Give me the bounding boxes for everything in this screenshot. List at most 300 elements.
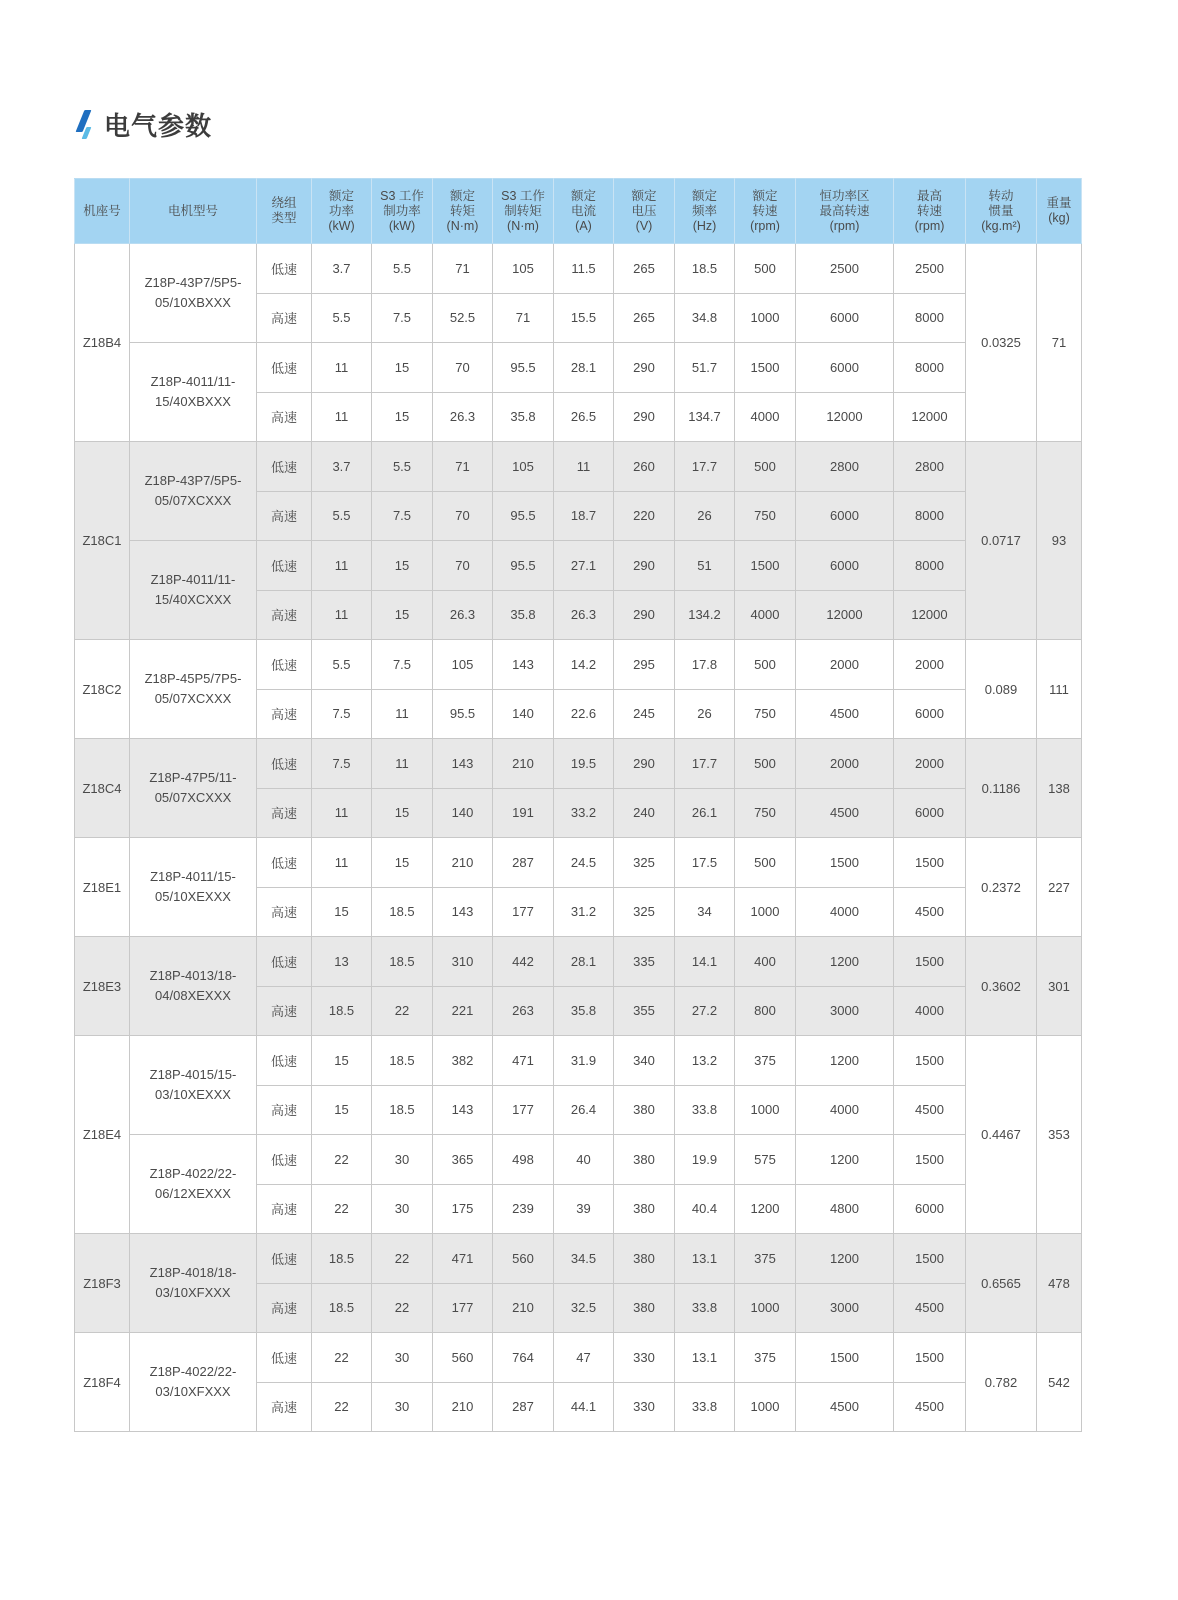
cell-s3-power: 15 [372, 788, 433, 838]
cell-rated-speed: 750 [735, 788, 796, 838]
cell-rated-current: 26.3 [554, 590, 614, 640]
header-line: (A) [575, 218, 592, 233]
cell-motor-model [130, 442, 257, 541]
cell-s3-torque: 191 [493, 788, 554, 838]
cell-s3-power: 15 [372, 392, 433, 442]
cell-rated-frequency: 134.7 [675, 392, 735, 442]
model-line: Z18P-4018/18- [149, 1265, 237, 1280]
cell-const-power-max-speed: 2000 [796, 739, 894, 789]
cell-max-speed: 2800 [894, 442, 966, 492]
cell-frame-no: Z18E3 [75, 937, 130, 1036]
cell-motor-model [130, 244, 257, 343]
cell-rated-power: 11 [312, 788, 372, 838]
cell-rated-speed: 500 [735, 244, 796, 294]
cell-rated-voltage: 380 [614, 1184, 675, 1234]
cell-rated-speed: 500 [735, 640, 796, 690]
frame-group [75, 1333, 1082, 1432]
header-line: (Hz) [692, 218, 717, 233]
cell-winding-type: 低速 [257, 1333, 312, 1383]
cell-s3-power: 7.5 [372, 640, 433, 690]
section-marker-icon [74, 108, 96, 140]
model-line: Z18P-4011/11- [150, 572, 236, 587]
cell-max-speed: 2500 [894, 244, 966, 294]
cell-rated-current: 31.2 [554, 887, 614, 937]
cell-frame-no: Z18F4 [75, 1333, 130, 1432]
table-row [75, 1333, 1082, 1383]
header-line: 转速 [916, 203, 942, 218]
header-line: (N·m) [507, 218, 539, 233]
cell-winding-type: 低速 [257, 442, 312, 492]
cell-rated-frequency: 17.5 [675, 838, 735, 888]
cell-rated-torque: 70 [433, 541, 493, 591]
cell-rated-frequency: 34.8 [675, 293, 735, 343]
cell-rated-power: 5.5 [312, 491, 372, 541]
header-line: 额定 [691, 188, 717, 203]
cell-rated-speed: 1500 [735, 343, 796, 393]
cell-rotor-inertia: 0.0325 [966, 244, 1037, 442]
header-line: (kg) [1048, 211, 1070, 225]
cell-rated-frequency: 34 [675, 887, 735, 937]
cell-rated-power: 11 [312, 343, 372, 393]
cell-rated-frequency: 19.9 [675, 1135, 735, 1185]
cell-weight: 138 [1037, 739, 1082, 838]
cell-s3-torque: 764 [493, 1333, 554, 1383]
header-rated-speed [735, 179, 796, 244]
cell-frame-no: Z18C1 [75, 442, 130, 640]
cell-rated-frequency: 27.2 [675, 986, 735, 1036]
cell-rated-voltage: 325 [614, 838, 675, 888]
cell-winding-type: 高速 [257, 1085, 312, 1135]
cell-winding-type: 高速 [257, 1382, 312, 1432]
cell-rated-power: 18.5 [312, 1283, 372, 1333]
cell-frame-no: Z18C2 [75, 640, 130, 739]
cell-s3-power: 11 [372, 689, 433, 739]
model-line: 03/10XFXXX [155, 1384, 231, 1399]
cell-rated-voltage: 325 [614, 887, 675, 937]
cell-const-power-max-speed: 12000 [796, 392, 894, 442]
cell-rated-power: 5.5 [312, 640, 372, 690]
cell-rated-torque: 70 [433, 491, 493, 541]
cell-s3-torque: 498 [493, 1135, 554, 1185]
cell-rated-power: 7.5 [312, 739, 372, 789]
cell-s3-torque: 210 [493, 1283, 554, 1333]
header-frame-no [75, 179, 130, 244]
cell-s3-power: 18.5 [372, 1036, 433, 1086]
cell-const-power-max-speed: 12000 [796, 590, 894, 640]
table-row [75, 1036, 1082, 1086]
cell-rated-speed: 1000 [735, 887, 796, 937]
header-line: 转速 [752, 203, 778, 218]
cell-rated-speed: 500 [735, 442, 796, 492]
cell-const-power-max-speed: 2000 [796, 640, 894, 690]
cell-rated-current: 28.1 [554, 937, 614, 987]
header-rotor-inertia [966, 179, 1037, 244]
cell-s3-power: 22 [372, 1234, 433, 1284]
cell-rated-current: 26.5 [554, 392, 614, 442]
cell-rated-frequency: 13.1 [675, 1234, 735, 1284]
cell-rated-torque: 471 [433, 1234, 493, 1284]
model-line: Z18P-47P5/11- [149, 770, 237, 785]
header-line: (rpm) [914, 218, 945, 233]
cell-max-speed: 1500 [894, 1333, 966, 1383]
cell-rated-torque: 140 [433, 788, 493, 838]
cell-winding-type: 低速 [257, 739, 312, 789]
cell-rated-frequency: 18.5 [675, 244, 735, 294]
cell-rated-power: 11 [312, 838, 372, 888]
cell-winding-type: 高速 [257, 689, 312, 739]
cell-rated-frequency: 33.8 [675, 1085, 735, 1135]
cell-const-power-max-speed: 4500 [796, 689, 894, 739]
cell-rated-voltage: 265 [614, 293, 675, 343]
cell-rated-speed: 500 [735, 739, 796, 789]
cell-s3-torque: 71 [493, 293, 554, 343]
cell-s3-torque: 560 [493, 1234, 554, 1284]
cell-weight: 353 [1037, 1036, 1082, 1234]
cell-winding-type: 低速 [257, 343, 312, 393]
cell-weight: 478 [1037, 1234, 1082, 1333]
cell-rated-voltage: 290 [614, 739, 675, 789]
cell-rated-speed: 750 [735, 689, 796, 739]
cell-max-speed: 1500 [894, 1234, 966, 1284]
cell-rated-frequency: 134.2 [675, 590, 735, 640]
page-title: 电气参数 [104, 111, 213, 142]
cell-rated-frequency: 26 [675, 491, 735, 541]
header-row [75, 179, 1082, 244]
cell-rated-frequency: 14.1 [675, 937, 735, 987]
table-row [75, 541, 1082, 591]
cell-rated-current: 15.5 [554, 293, 614, 343]
cell-winding-type: 高速 [257, 986, 312, 1036]
cell-max-speed: 8000 [894, 541, 966, 591]
cell-rated-voltage: 240 [614, 788, 675, 838]
cell-s3-power: 15 [372, 838, 433, 888]
cell-weight: 301 [1037, 937, 1082, 1036]
cell-rated-power: 15 [312, 1085, 372, 1135]
cell-max-speed: 8000 [894, 293, 966, 343]
model-line: 03/10XEXXX [155, 1087, 231, 1102]
cell-s3-torque: 239 [493, 1184, 554, 1234]
cell-s3-power: 7.5 [372, 491, 433, 541]
model-line: 05/10XEXXX [155, 889, 231, 904]
table-row [75, 640, 1082, 690]
cell-s3-torque: 95.5 [493, 541, 554, 591]
cell-max-speed: 4500 [894, 1382, 966, 1432]
header-winding-type [257, 179, 312, 244]
cell-motor-model [130, 640, 257, 739]
cell-rated-torque: 310 [433, 937, 493, 987]
cell-rated-current: 18.7 [554, 491, 614, 541]
cell-motor-model [130, 838, 257, 937]
header-line: 额定 [328, 188, 354, 203]
header-line: 机座号 [83, 203, 121, 218]
header-line: (kW) [388, 218, 416, 233]
cell-max-speed: 8000 [894, 491, 966, 541]
cell-winding-type: 高速 [257, 590, 312, 640]
cell-s3-power: 15 [372, 590, 433, 640]
cell-rated-voltage: 220 [614, 491, 675, 541]
cell-rated-voltage: 290 [614, 343, 675, 393]
model-line: Z18P-4022/22- [149, 1166, 237, 1181]
cell-max-speed: 2000 [894, 640, 966, 690]
cell-rated-current: 39 [554, 1184, 614, 1234]
cell-rated-power: 22 [312, 1135, 372, 1185]
model-line: Z18P-4011/15- [150, 869, 236, 884]
model-line: Z18P-45P5/7P5- [144, 671, 242, 686]
header-weight [1037, 179, 1082, 244]
cell-max-speed: 12000 [894, 392, 966, 442]
cell-rated-speed: 750 [735, 491, 796, 541]
cell-winding-type: 高速 [257, 788, 312, 838]
cell-rated-frequency: 17.7 [675, 739, 735, 789]
cell-s3-power: 5.5 [372, 244, 433, 294]
cell-s3-power: 30 [372, 1333, 433, 1383]
cell-frame-no: Z18E1 [75, 838, 130, 937]
cell-rated-torque: 560 [433, 1333, 493, 1383]
header-const-power-max-speed [796, 179, 894, 244]
cell-rated-torque: 210 [433, 1382, 493, 1432]
cell-weight: 542 [1037, 1333, 1082, 1432]
cell-rated-speed: 1000 [735, 1382, 796, 1432]
header-line: 电流 [570, 203, 596, 218]
cell-max-speed: 1500 [894, 937, 966, 987]
header-line: 额定 [631, 188, 657, 203]
cell-rated-frequency: 51.7 [675, 343, 735, 393]
cell-rated-voltage: 295 [614, 640, 675, 690]
cell-winding-type: 高速 [257, 1283, 312, 1333]
frame-group [75, 640, 1082, 739]
cell-rated-current: 19.5 [554, 739, 614, 789]
cell-const-power-max-speed: 1500 [796, 838, 894, 888]
cell-s3-torque: 35.8 [493, 392, 554, 442]
cell-rated-torque: 210 [433, 838, 493, 888]
cell-rated-torque: 105 [433, 640, 493, 690]
model-line: Z18P-43P7/5P5- [144, 473, 242, 488]
cell-rated-frequency: 17.7 [675, 442, 735, 492]
frame-group [75, 1234, 1082, 1333]
cell-rated-current: 33.2 [554, 788, 614, 838]
cell-rated-voltage: 330 [614, 1333, 675, 1383]
cell-rated-torque: 143 [433, 1085, 493, 1135]
cell-rotor-inertia: 0.3602 [966, 937, 1037, 1036]
header-rated-frequency [675, 179, 735, 244]
cell-winding-type: 低速 [257, 1234, 312, 1284]
header-line: 额定 [752, 188, 778, 203]
cell-rated-current: 40 [554, 1135, 614, 1185]
model-line: Z18P-4013/18- [149, 968, 237, 983]
model-line: 06/12XEXXX [155, 1186, 231, 1201]
table-row [75, 343, 1082, 393]
table-row [75, 739, 1082, 789]
frame-group [75, 442, 1082, 640]
cell-motor-model [130, 937, 257, 1036]
cell-s3-power: 22 [372, 986, 433, 1036]
cell-max-speed: 1500 [894, 838, 966, 888]
cell-frame-no: Z18C4 [75, 739, 130, 838]
cell-s3-power: 15 [372, 541, 433, 591]
cell-motor-model [130, 1333, 257, 1432]
cell-rated-power: 5.5 [312, 293, 372, 343]
frame-group [75, 937, 1082, 1036]
table-row [75, 1234, 1082, 1284]
cell-rotor-inertia: 0.4467 [966, 1036, 1037, 1234]
cell-s3-torque: 95.5 [493, 343, 554, 393]
model-line: Z18P-4015/15- [149, 1067, 237, 1082]
cell-rated-power: 3.7 [312, 442, 372, 492]
cell-rated-current: 32.5 [554, 1283, 614, 1333]
cell-const-power-max-speed: 2800 [796, 442, 894, 492]
cell-const-power-max-speed: 1200 [796, 1234, 894, 1284]
cell-s3-torque: 95.5 [493, 491, 554, 541]
cell-rated-power: 22 [312, 1333, 372, 1383]
cell-rotor-inertia: 0.0717 [966, 442, 1037, 640]
cell-rated-power: 11 [312, 541, 372, 591]
cell-rated-current: 14.2 [554, 640, 614, 690]
cell-rated-frequency: 17.8 [675, 640, 735, 690]
cell-winding-type: 高速 [257, 1184, 312, 1234]
frame-group [75, 838, 1082, 937]
header-line: (N·m) [446, 218, 479, 233]
cell-max-speed: 1500 [894, 1036, 966, 1086]
cell-const-power-max-speed: 4000 [796, 1085, 894, 1135]
cell-rated-torque: 71 [433, 244, 493, 294]
cell-rated-speed: 575 [735, 1135, 796, 1185]
cell-winding-type: 高速 [257, 491, 312, 541]
cell-max-speed: 4500 [894, 1085, 966, 1135]
header-line: 类型 [271, 211, 297, 225]
cell-rated-power: 18.5 [312, 1234, 372, 1284]
cell-s3-power: 18.5 [372, 887, 433, 937]
header-line: (rpm) [829, 218, 860, 233]
header-line: (rpm) [750, 218, 780, 233]
header-max-speed [894, 179, 966, 244]
cell-rated-voltage: 290 [614, 541, 675, 591]
model-line: 15/40XCXXX [154, 592, 232, 607]
cell-rated-voltage: 330 [614, 1382, 675, 1432]
header-s3-torque [493, 179, 554, 244]
cell-rated-frequency: 33.8 [675, 1283, 735, 1333]
cell-max-speed: 4500 [894, 1283, 966, 1333]
model-line: 03/10XFXXX [155, 1285, 231, 1300]
cell-rated-speed: 375 [735, 1234, 796, 1284]
header-rated-current [554, 179, 614, 244]
cell-s3-torque: 177 [493, 887, 554, 937]
frame-group [75, 739, 1082, 838]
cell-motor-model [130, 739, 257, 838]
cell-rated-torque: 143 [433, 887, 493, 937]
cell-s3-torque: 140 [493, 689, 554, 739]
header-line: 功率 [328, 203, 354, 218]
cell-rated-speed: 500 [735, 838, 796, 888]
header-line: 最高 [916, 188, 942, 203]
cell-const-power-max-speed: 3000 [796, 1283, 894, 1333]
cell-rated-speed: 375 [735, 1333, 796, 1383]
cell-rated-voltage: 355 [614, 986, 675, 1036]
cell-motor-model [130, 1234, 257, 1333]
cell-s3-power: 30 [372, 1135, 433, 1185]
model-line: 04/08XEXXX [155, 988, 231, 1003]
cell-winding-type: 低速 [257, 1036, 312, 1086]
cell-rated-power: 3.7 [312, 244, 372, 294]
cell-rated-voltage: 260 [614, 442, 675, 492]
table-row [75, 838, 1082, 888]
cell-rated-torque: 26.3 [433, 392, 493, 442]
cell-const-power-max-speed: 4000 [796, 887, 894, 937]
model-line: 05/10XBXXX [155, 295, 231, 310]
header-line: (V) [635, 218, 653, 233]
cell-rated-voltage: 380 [614, 1085, 675, 1135]
cell-rated-power: 15 [312, 887, 372, 937]
cell-const-power-max-speed: 1200 [796, 1036, 894, 1086]
cell-rated-current: 24.5 [554, 838, 614, 888]
cell-motor-model [130, 1036, 257, 1135]
cell-rated-torque: 175 [433, 1184, 493, 1234]
cell-winding-type: 低速 [257, 640, 312, 690]
cell-rated-current: 11 [554, 442, 614, 492]
cell-const-power-max-speed: 4800 [796, 1184, 894, 1234]
cell-s3-torque: 471 [493, 1036, 554, 1086]
cell-s3-power: 22 [372, 1283, 433, 1333]
cell-const-power-max-speed: 2500 [796, 244, 894, 294]
cell-winding-type: 低速 [257, 1135, 312, 1185]
header-rated-power [312, 179, 372, 244]
header-line: 频率 [691, 203, 717, 218]
cell-const-power-max-speed: 1200 [796, 1135, 894, 1185]
header-line: 电压 [631, 203, 657, 218]
cell-const-power-max-speed: 6000 [796, 491, 894, 541]
cell-weight: 93 [1037, 442, 1082, 640]
cell-rated-power: 22 [312, 1184, 372, 1234]
header-line: 惯量 [988, 203, 1014, 218]
model-line: 15/40XBXXX [155, 394, 231, 409]
cell-rated-power: 11 [312, 392, 372, 442]
cell-max-speed: 6000 [894, 1184, 966, 1234]
cell-weight: 111 [1037, 640, 1082, 739]
cell-rated-power: 18.5 [312, 986, 372, 1036]
cell-s3-power: 15 [372, 343, 433, 393]
cell-rated-speed: 1000 [735, 1283, 796, 1333]
model-line: 05/07XCXXX [154, 493, 232, 508]
cell-rated-torque: 143 [433, 739, 493, 789]
cell-s3-torque: 263 [493, 986, 554, 1036]
header-line: S3 工作 [501, 188, 545, 203]
cell-rated-torque: 52.5 [433, 293, 493, 343]
header-line: 转动 [988, 188, 1014, 203]
cell-rated-speed: 4000 [735, 392, 796, 442]
cell-max-speed: 1500 [894, 1135, 966, 1185]
header-line: 最高转速 [819, 203, 870, 218]
cell-rated-frequency: 26.1 [675, 788, 735, 838]
cell-rated-current: 22.6 [554, 689, 614, 739]
cell-const-power-max-speed: 4500 [796, 1382, 894, 1432]
cell-frame-no: Z18F3 [75, 1234, 130, 1333]
cell-rated-current: 26.4 [554, 1085, 614, 1135]
cell-const-power-max-speed: 6000 [796, 293, 894, 343]
cell-rated-current: 44.1 [554, 1382, 614, 1432]
cell-rated-torque: 71 [433, 442, 493, 492]
cell-const-power-max-speed: 4500 [796, 788, 894, 838]
cell-rated-voltage: 290 [614, 590, 675, 640]
cell-rated-voltage: 335 [614, 937, 675, 987]
cell-winding-type: 低速 [257, 937, 312, 987]
header-rated-torque [433, 179, 493, 244]
cell-rated-speed: 1200 [735, 1184, 796, 1234]
table-row [75, 1135, 1082, 1185]
cell-rated-power: 22 [312, 1382, 372, 1432]
cell-motor-model [130, 1135, 257, 1234]
cell-rated-voltage: 380 [614, 1283, 675, 1333]
cell-s3-torque: 442 [493, 937, 554, 987]
table-row [75, 442, 1082, 492]
